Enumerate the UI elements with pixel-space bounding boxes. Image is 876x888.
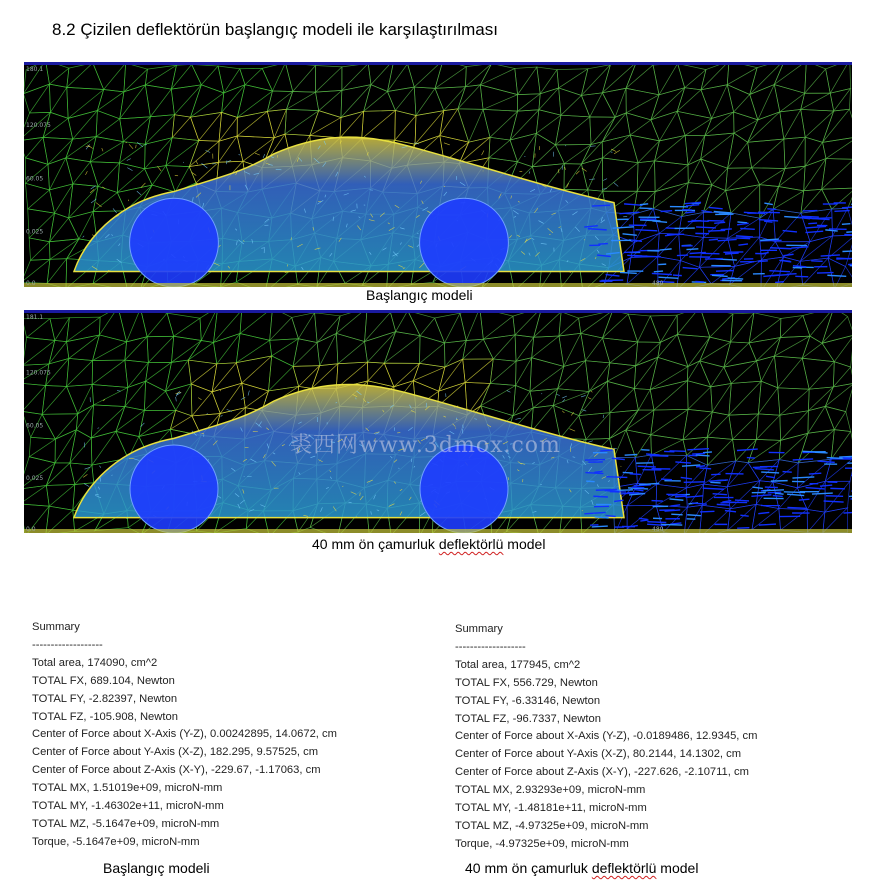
axis-tick-label: 480	[652, 280, 664, 287]
footer-label-baseline: Başlangıç modeli	[103, 860, 210, 876]
caption-baseline: Başlangıç modeli	[366, 287, 473, 303]
summary-heading: Summary	[455, 623, 503, 635]
axis-tick-label: 60.05	[26, 175, 44, 183]
axis-tick-label: 120.075	[26, 122, 51, 130]
axis-tick-label: 60.05	[26, 422, 44, 430]
footer-text: model	[656, 860, 699, 876]
summary-line: Center of Force about X-Axis (Y-Z), 0.00242895, 14.0672, cm	[32, 728, 337, 741]
summary-line: Total area, 174090, cm^2	[32, 656, 158, 669]
axis-tick-label: 181.1	[26, 314, 44, 321]
summary-line: -------------------	[455, 640, 526, 653]
summary-line: -------------------	[32, 638, 103, 651]
cfd-mesh-image-deflector	[24, 310, 852, 533]
caption-text: 40 mm ön çamurluk	[312, 536, 439, 552]
summary-line: TOTAL MZ, -4.97325e+09, microN-mm	[455, 819, 649, 832]
mesh-visualization	[24, 65, 852, 287]
mesh-visualization	[24, 313, 852, 533]
footer-text-underlined: deflektörlü	[591, 860, 657, 876]
summary-line: TOTAL MY, -1.48181e+11, microN-mm	[455, 802, 647, 815]
summary-line: Torque, -5.1647e+09, microN-mm	[32, 835, 200, 848]
ground-plane	[24, 529, 852, 533]
axis-tick-label: 0.0	[26, 526, 36, 533]
watermark: 裘西网www.3dmox.com	[290, 433, 561, 458]
footer-label-deflector	[465, 860, 698, 876]
summary-line: TOTAL FZ, -96.7337, Newton	[455, 712, 601, 725]
summary-line: Center of Force about Z-Axis (X-Y), -227.626, -2.10711, cm	[455, 766, 749, 779]
summary-line: Torque, -4.97325e+09, microN-mm	[455, 837, 629, 850]
caption-text-underlined: deflektörlü	[438, 536, 504, 552]
summary-heading: Summary	[32, 621, 80, 633]
summary-line: TOTAL MZ, -5.1647e+09, microN-mm	[32, 817, 220, 830]
summary-line: Center of Force about Y-Axis (X-Z), 80.2144, 14.1302, cm	[455, 748, 742, 761]
summary-line: TOTAL FY, -6.33146, Newton	[455, 694, 601, 707]
axis-tick-label: 0.025	[26, 228, 44, 236]
caption-text: model	[503, 536, 546, 552]
summary-line: Center of Force about X-Axis (Y-Z), -0.0189486, 12.9345, cm	[455, 730, 758, 743]
footer-text: 40 mm ön çamurluk	[465, 860, 592, 876]
car-model	[74, 137, 627, 287]
summary-line: TOTAL MX, 2.93293e+09, microN-mm	[455, 784, 646, 797]
summary-line: Center of Force about Y-Axis (X-Z), 182.295, 9.57525, cm	[32, 746, 319, 759]
axis-tick-label: 0.0	[26, 280, 36, 287]
summary-baseline	[32, 619, 337, 852]
summary-line: TOTAL MY, -1.46302e+11, microN-mm	[32, 800, 224, 813]
summary-line: TOTAL FX, 689.104, Newton	[32, 674, 175, 687]
summary-line: TOTAL FZ, -105.908, Newton	[32, 710, 178, 723]
axis-tick-label: 120.075	[26, 369, 51, 377]
summary-line: TOTAL FY, -2.82397, Newton	[32, 692, 178, 705]
axis-tick-label: 480	[652, 526, 664, 533]
section-title: 8.2 Çizilen deflektörün başlangıç modeli ile karşılaştırılması	[52, 20, 498, 39]
caption-deflector	[312, 536, 545, 552]
summary-line: Center of Force about Z-Axis (X-Y), -229.67, -1.17063, cm	[32, 764, 321, 777]
cfd-mesh-image-baseline	[24, 62, 852, 287]
axis-tick-label: 0.025	[26, 475, 44, 483]
summary-line: TOTAL MX, 1.51019e+09, microN-mm	[32, 782, 223, 795]
summary-deflector	[455, 621, 757, 854]
summary-line: Total area, 177945, cm^2	[455, 658, 581, 671]
axis-tick-label: 180.1	[26, 66, 44, 73]
summary-line: TOTAL FX, 556.729, Newton	[455, 676, 598, 689]
